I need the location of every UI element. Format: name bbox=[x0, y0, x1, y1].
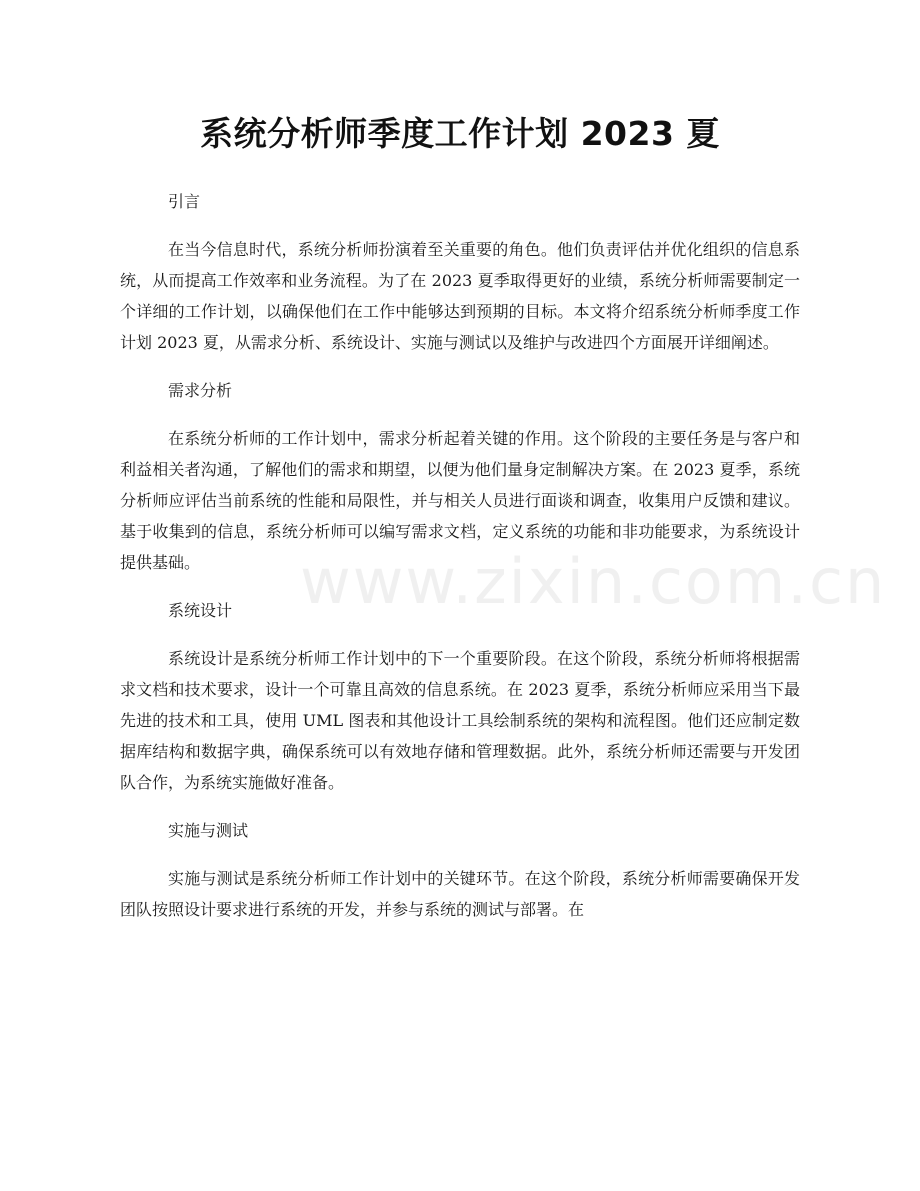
section-heading: 引言 bbox=[168, 192, 201, 211]
section-system-design bbox=[120, 595, 800, 798]
section-paragraph: 实施与测试是系统分析师工作计划中的关键环节。在这个阶段，系统分析师需要确保开发团队按照设计要求进行系统的开发，并参与系统的测试与部署。在 bbox=[120, 869, 800, 919]
document-title: 系统分析师季度工作计划 2023 夏 bbox=[200, 114, 720, 153]
section-requirements-analysis bbox=[120, 375, 800, 578]
section-heading: 实施与测试 bbox=[168, 821, 249, 840]
section-paragraph: 系统设计是系统分析师工作计划中的下一个重要阶段。在这个阶段，系统分析师将根据需求文档和技术要求，设计一个可靠且高效的信息系统。在 2023 夏季，系统分析师应采用当下最先进的技术和工具，使用 UML 图表和其他设计工具绘制系统的架构和流程图。他们还应制定数据库结构和数据字典，确保系统可以有效地存储和管理数据。此外，系统分析师还需要与开发团队合作，为系统实施做好准备。 bbox=[120, 649, 800, 792]
section-heading: 需求分析 bbox=[168, 381, 233, 400]
watermark-text: www.zixin.com.cn bbox=[300, 545, 887, 618]
section-paragraph: 在当今信息时代，系统分析师扮演着至关重要的角色。他们负责评估并优化组织的信息系统，从而提高工作效率和业务流程。为了在 2023 夏季取得更好的业绩，系统分析师需要制定一个详细的工作计划，以确保他们在工作中能够达到预期的目标。本文将介绍系统分析师季度工作计划 2023 夏，从需求分析、系统设计、实施与测试以及维护与改进四个方面展开详细阐述。 bbox=[120, 240, 800, 352]
document-body bbox=[120, 186, 800, 942]
section-paragraph: 在系统分析师的工作计划中，需求分析起着关键的作用。这个阶段的主要任务是与客户和利益相关者沟通，了解他们的需求和期望，以便为他们量身定制解决方案。在 2023 夏季，系统分析师应评估当前系统的性能和局限性，并与相关人员进行面谈和调查，收集用户反馈和建议。基于收集到的信息，系统分析师可以编写需求文档，定义系统的功能和非功能要求，为系统设计提供基础。 bbox=[120, 429, 800, 572]
section-implementation-testing bbox=[120, 815, 800, 925]
section-heading: 系统设计 bbox=[168, 601, 233, 620]
section-introduction bbox=[120, 186, 800, 358]
